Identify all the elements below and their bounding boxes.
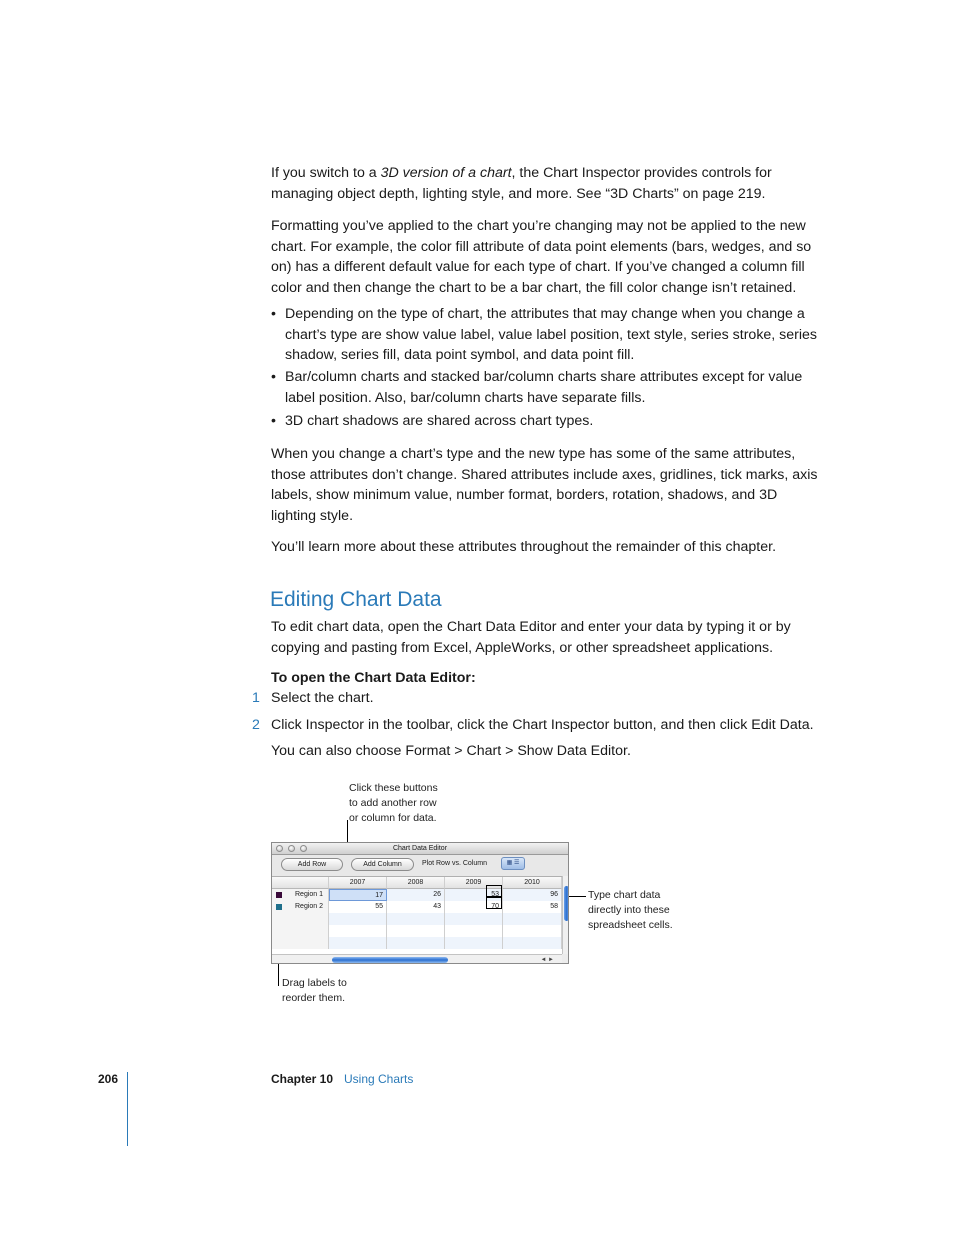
step-text: Select the chart. [271, 690, 374, 706]
bullet-text: Bar/column charts and stacked bar/column charts share attributes except for value label position. Also, bar/column charts have separate fills. [285, 369, 803, 406]
column-header[interactable]: 2009 [445, 877, 503, 889]
vertical-scroll-thumb[interactable] [564, 886, 569, 921]
callout-target-box [486, 885, 502, 897]
callout-line: spreadsheet cells. [588, 919, 673, 931]
data-cell[interactable] [329, 925, 387, 937]
editor-toolbar [272, 855, 568, 877]
horizontal-scrollbar[interactable] [272, 954, 562, 964]
data-cell[interactable] [329, 937, 387, 949]
callout-line: or column for data. [349, 812, 437, 824]
p1-start: If you switch to a [271, 165, 381, 181]
data-cell[interactable] [329, 913, 387, 925]
p1-end: , the Chart Inspector provides controls for managing object depth, lighting style, and more. See “3D Charts” on page 219. [271, 165, 772, 202]
data-cell[interactable] [445, 913, 503, 925]
add-column-button[interactable]: Add Column [351, 858, 414, 871]
callout-line: Drag labels to [282, 977, 347, 989]
row-label-text: Region 2 [295, 903, 324, 910]
data-cell[interactable] [445, 937, 503, 949]
callout-line: Click these buttons [349, 782, 438, 794]
callout-line: directly into these [588, 904, 670, 916]
empty-row [272, 925, 562, 937]
row-label[interactable] [272, 889, 329, 901]
row-label[interactable] [272, 901, 329, 913]
callout-line: to add another row [349, 797, 437, 809]
data-cell[interactable]: 58 [503, 901, 562, 913]
empty-row [272, 913, 562, 925]
row-label[interactable] [272, 913, 329, 925]
data-cell[interactable]: 53 [445, 889, 503, 901]
column-header[interactable]: 2007 [329, 877, 387, 889]
vertical-scrollbar[interactable] [562, 876, 569, 954]
bullet-glyph: • [271, 413, 276, 429]
column-header[interactable]: 2008 [387, 877, 445, 889]
data-cell[interactable]: 26 [387, 889, 445, 901]
empty-row [272, 937, 562, 949]
add-row-button[interactable]: Add Row [281, 858, 343, 871]
section-intro: To edit chart data, open the Chart Data Editor and enter your data by typing it or by copying and pasting from Excel, AppleWorks, or other spreadsheet applications. [271, 619, 791, 656]
window-title: Chart Data Editor [392, 845, 448, 852]
footer-chapter-title: Using Charts [344, 1072, 414, 1086]
paragraph-shared-attributes: When you change a chart’s type and the new type has some of the same attributes, those attributes don’t change. Shared attributes include axes, gridlines, tick marks, axis labels, show minimum value, number format, borders, rotation, shadows, and 3D lighting style. [271, 446, 818, 524]
plot-row-vs-column-label: Plot Row vs. Column [422, 860, 487, 867]
bullet-text: 3D chart shadows are shared across chart types. [285, 413, 594, 429]
table-row [272, 901, 562, 913]
step-note: You can also choose Format > Chart > Show Data Editor. [271, 743, 631, 759]
callout-buttons [349, 781, 438, 826]
data-cell[interactable] [503, 913, 562, 925]
data-cell[interactable] [445, 925, 503, 937]
row-label-text: Region 1 [295, 891, 324, 898]
data-cell[interactable]: 70 [445, 901, 503, 913]
paragraph-learn-more: You’ll learn more about these attributes throughout the remainder of this chapter. [271, 539, 777, 555]
callout-target-box [486, 897, 502, 909]
paragraph-formatting: Formatting you’ve applied to the chart you’re changing may not be applied to the new chart. For example, the color fill attribute of data point elements (bars, wedges, and so on) has a different default value for each type of chart. If you’ve changed a column fill color and then change the chart to be a bar chart, the fill color change isn’t retained. [271, 218, 812, 296]
table-row [272, 889, 562, 901]
footer-divider [127, 1072, 128, 1146]
row-label[interactable] [272, 937, 329, 949]
bullet-glyph: • [271, 369, 276, 385]
step-number: 2 [252, 717, 260, 733]
data-grid [272, 876, 562, 955]
data-cell-selected[interactable]: 17 [329, 889, 387, 901]
data-cell[interactable] [387, 937, 445, 949]
bullet-text: Depending on the type of chart, the attributes that may change when you change a chart’s type are show value label, value label position, text style, series stroke, series shadow, series fill, data point symbol, and data point fill. [285, 306, 818, 363]
step-number: 1 [252, 690, 260, 706]
callout-line: reorder them. [282, 992, 346, 1004]
series-color-swatch [276, 904, 282, 910]
data-cell[interactable] [387, 913, 445, 925]
plot-row-column-toggle[interactable]: ▦ ☰ [501, 857, 525, 870]
callout-cells [588, 888, 673, 933]
series-color-swatch [276, 892, 282, 898]
window-titlebar [272, 843, 568, 855]
corner-cell [272, 877, 329, 889]
data-cell[interactable]: 43 [387, 901, 445, 913]
horizontal-scroll-thumb[interactable] [332, 957, 448, 963]
bullet-item [271, 304, 826, 366]
callout-line: Type chart data [588, 889, 661, 901]
row-label[interactable] [272, 925, 329, 937]
footer-chapter: Chapter 10 [271, 1072, 334, 1086]
task-title: To open the Chart Data Editor: [271, 670, 476, 686]
data-cell[interactable] [503, 937, 562, 949]
data-cell[interactable] [503, 925, 562, 937]
scroll-arrows-icon[interactable]: ◄ ► [540, 957, 554, 963]
data-cell[interactable] [387, 925, 445, 937]
paragraph-3d-charts [271, 163, 826, 204]
data-cell[interactable]: 55 [329, 901, 387, 913]
bullet-item [271, 367, 826, 408]
column-header[interactable]: 2010 [503, 877, 562, 889]
step-text: Click Inspector in the toolbar, click the Chart Inspector button, and then click Edit Data. [271, 717, 814, 733]
header-row [272, 877, 562, 889]
bullet-item [271, 411, 826, 432]
page-number: 206 [98, 1072, 119, 1086]
chart-data-editor-window [271, 842, 569, 964]
section-heading: Editing Chart Data [270, 588, 442, 611]
p1-emphasis: 3D version of a chart [380, 165, 512, 181]
data-cell[interactable]: 96 [503, 889, 562, 901]
bullet-glyph: • [271, 306, 276, 322]
callout-labels [282, 976, 347, 1006]
